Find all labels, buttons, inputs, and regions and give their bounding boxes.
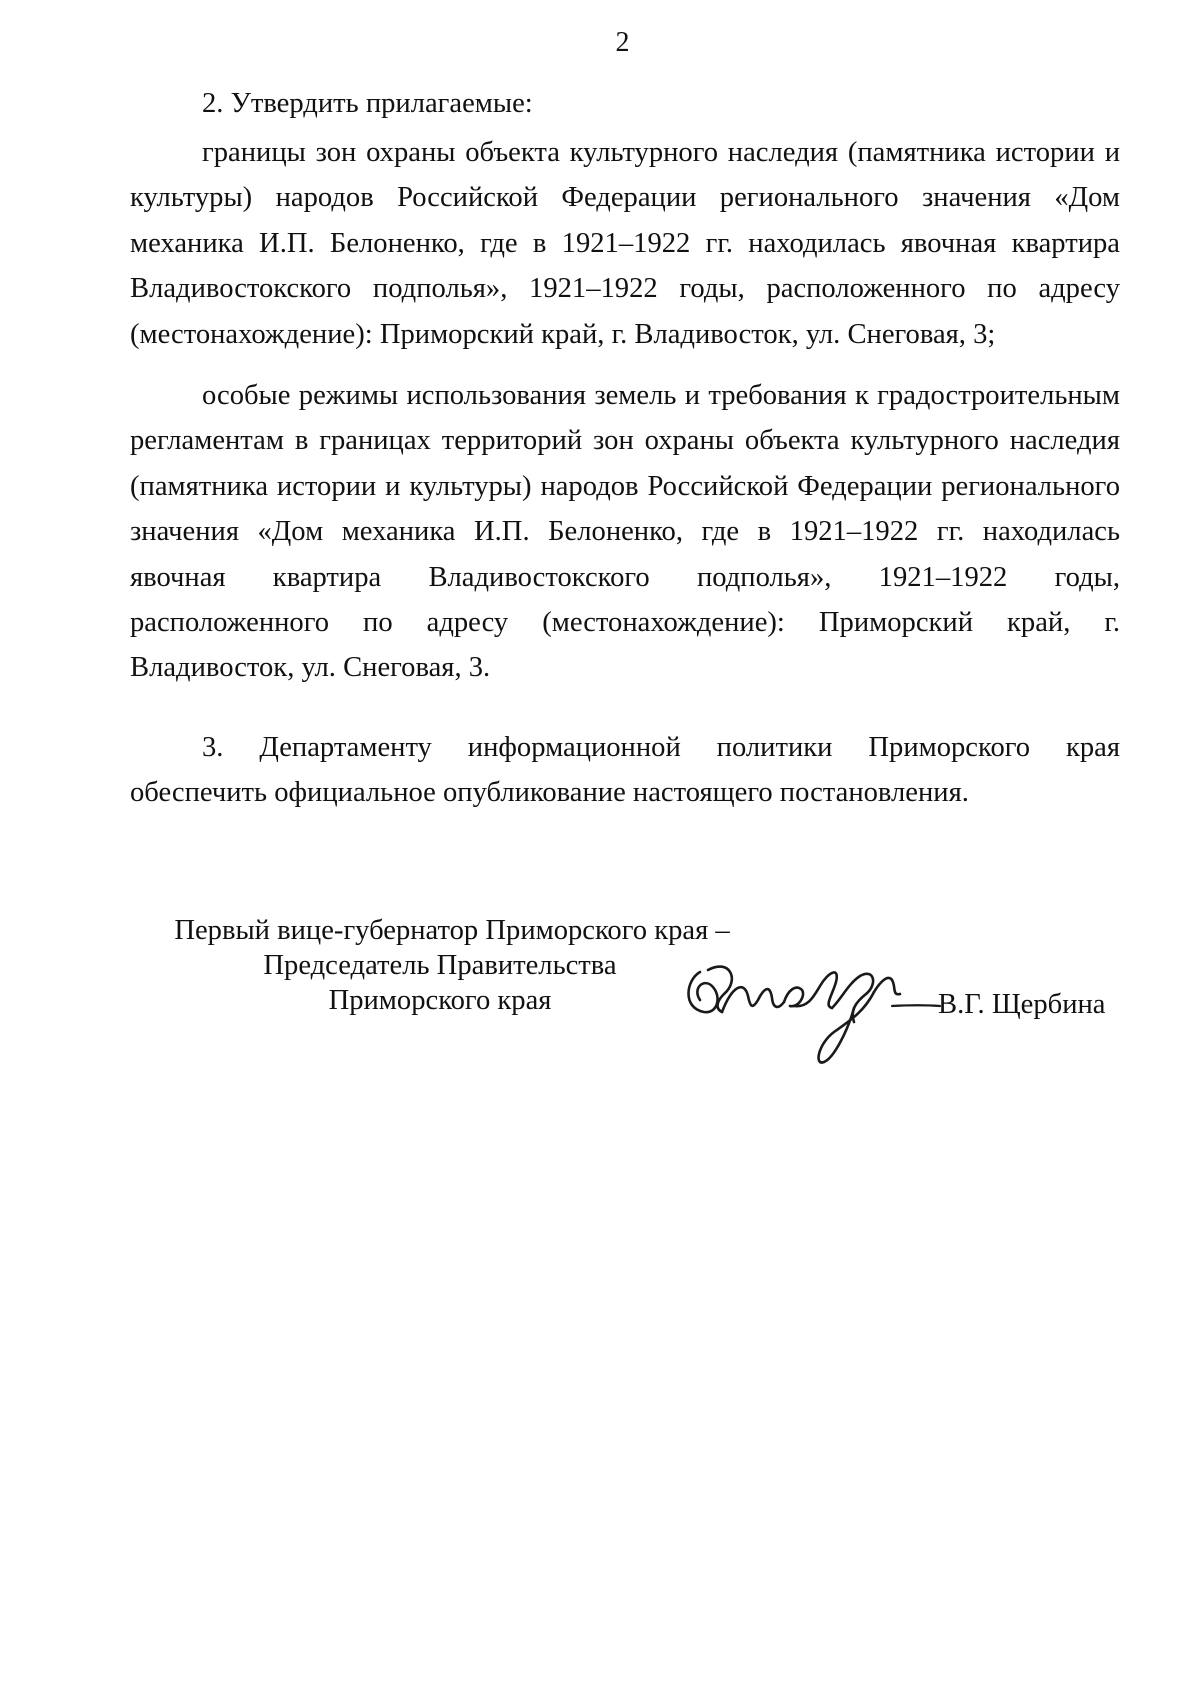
handwritten-signature — [678, 950, 948, 1070]
paragraph-item-3-text: 3. Департаменту информационной политики Приморского края обеспечить официальное опубликование настоящего постановления. — [130, 732, 1120, 809]
paragraph-boundaries — [130, 130, 1120, 357]
signatory-title-line-2: Председатель Правительства — [263, 950, 617, 981]
signer-name: В.Г. Щербина — [938, 989, 1106, 1020]
paragraph-item-2 — [130, 81, 1120, 126]
paragraph-boundaries-text: границы зон охраны объекта культурного наследия (памятника истории и культуры) народов Российской Федерации регионального значения «Дом механика И.П. Белоненко, где в 1921–1922 гг. находилась явочная квартира Владивостокского подполья», 1921–1922 годы, расположенного по адресу (местонахождение): Приморский край, г. Владивосток, ул. Снеговая, 3; — [130, 137, 1120, 350]
paragraph-item-3 — [130, 725, 1120, 816]
signatory-title-line-3: Приморского края — [328, 985, 552, 1016]
paragraph-regimes-text: особые режимы использования земель и требования к градостроительным регламентам в границах территорий зон охраны объекта культурного наследия (памятника истории и культуры) народов Российской Федерации регионального значения «Дом механика И.П. Белоненко, где в 1921–1922 гг. находилась явочная квартира Владивостокского подполья», 1921–1922 годы, расположенного по адресу (местонахождение): Приморский край, г. Владивосток, ул. Снеговая, 3. — [130, 380, 1120, 684]
page-number: 2 — [615, 27, 630, 58]
signatory-title-block — [130, 913, 750, 1018]
paragraph-regimes — [130, 373, 1120, 691]
paragraph-item-2-text: 2. Утвердить прилагаемые: — [202, 88, 533, 119]
signatory-title-line-1: Первый вице-губернатор Приморского края – — [174, 915, 730, 946]
